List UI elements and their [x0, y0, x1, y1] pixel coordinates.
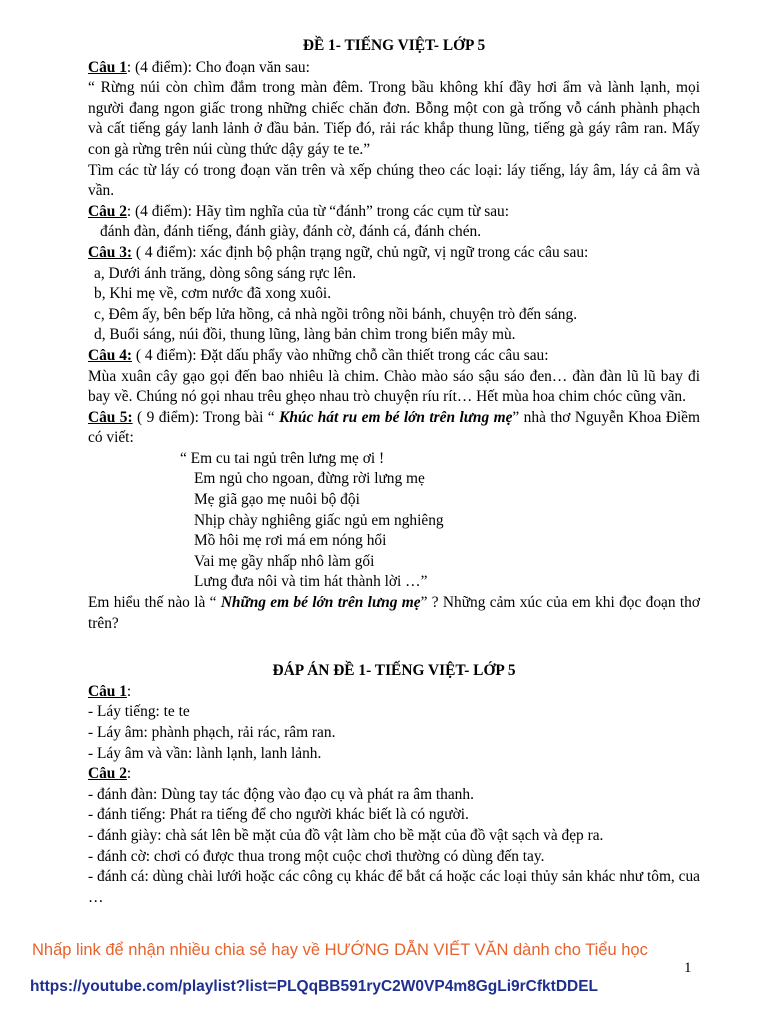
question-5-header — [88, 408, 700, 449]
poem-line: Nhịp chày nghiêng giấc ngủ em nghiêng — [194, 511, 444, 529]
poem-line: “ Em cu tai ngủ trên lưng mẹ ơi ! — [180, 449, 385, 467]
question-4-intro: ( 4 điểm): Đặt dấu phẩy vào những chỗ cần thiết trong các câu sau: — [132, 346, 549, 364]
answer-2-item: - đánh tiếng: Phát ra tiếng để cho người khác biết là có người. — [88, 806, 469, 824]
answer-1-item: - Láy tiếng: te te — [88, 703, 190, 721]
exam-title: ĐỀ 1- TIẾNG VIỆT- LỚP 5 — [302, 37, 486, 54]
question-5-ask-phrase: Những em bé lớn trên lưng mẹ — [220, 594, 421, 612]
answer-title: ĐÁP ÁN ĐỀ 1- TIẾNG VIỆT- LỚP 5 — [272, 662, 516, 680]
poem-title: Khúc hát ru em bé lớn trên lưng mẹ — [279, 408, 513, 426]
question-5-intro-a: ( 9 điểm): Trong bài “ — [132, 408, 280, 426]
question-5-intro-b: ” nhà thơ Nguyễn Khoa Điềm có viết: — [88, 408, 700, 447]
question-3-intro: ( 4 điểm): xác định bộ phận trạng ngữ, chủ ngữ, vị ngữ trong các câu sau: — [132, 243, 589, 261]
question-1-label: Câu 1 — [88, 58, 127, 76]
answer-2-item: - đánh cờ: chơi có được thua trong một cuộc chơi thường có dùng đến tay. — [88, 847, 545, 865]
answer-2-item: - đánh đàn: Dùng tay tác động vào đạo cụ và phát ra âm thanh. — [88, 785, 474, 803]
answer-1-colon: : — [126, 682, 132, 700]
question-3-header — [88, 243, 700, 264]
question-3-item-a: a, Dưới ánh trăng, dòng sông sáng rực lên. — [94, 264, 357, 282]
question-3-label: Câu 3: — [88, 243, 133, 261]
question-5-ask-b: ” ? Những cảm xúc của em khi đọc đoạn thơ trên? — [88, 594, 700, 632]
answer-2-colon: : — [126, 765, 132, 783]
answer-2-label: Câu 2 — [88, 765, 127, 783]
poem-line: Mồ hôi mẹ rơi má em nóng hổi — [194, 532, 387, 550]
answer-1-item: - Láy âm và vần: lành lạnh, lanh lảnh. — [88, 744, 322, 762]
question-5-label: Câu 5: — [88, 408, 133, 426]
answer-2-item: - đánh giày: chà sát lên bề mặt của đồ vật làm cho bề mặt của đồ vật sạch và đẹp ra. — [88, 826, 604, 844]
question-5-ask-a: Em hiểu thế nào là “ — [88, 594, 221, 612]
poem-line: Mẹ giã gạo mẹ nuôi bộ đội — [194, 491, 360, 509]
poem-excerpt — [88, 449, 700, 593]
question-2-intro: : (4 điểm): Hãy tìm nghĩa của từ “đánh” trong các cụm từ sau: — [126, 202, 510, 220]
question-1-task: Tìm các từ láy có trong đoạn văn trên và xếp chúng theo các loại: láy tiếng, láy âm, láy cả âm và vần. — [88, 161, 700, 200]
question-3-item-b: b, Khi mẹ về, cơm nước đã xong xuôi. — [94, 285, 332, 303]
question-1-header — [88, 58, 700, 79]
exam-content — [88, 36, 700, 908]
question-2-header — [88, 202, 700, 223]
poem-line: Em ngủ cho ngoan, đừng rời lưng mẹ — [194, 470, 425, 488]
question-2-items: đánh đàn, đánh tiếng, đánh giày, đánh cờ, đánh cá, đánh chén. — [100, 223, 482, 241]
question-4-header — [88, 346, 700, 367]
question-2-label: Câu 2 — [88, 202, 127, 220]
question-4-label: Câu 4: — [88, 346, 133, 364]
promo-link-text[interactable]: Nhấp link để nhận nhiều chia sẻ hay về HƯỚNG DẪN VIẾT VĂN dành cho Tiểu học — [32, 941, 648, 959]
playlist-url-link[interactable]: https://youtube.com/playlist?list=PLQqBB591ryC2W0VP4m8GgLi9rCfktDDEL — [30, 978, 599, 995]
answer-2-item: - đánh cá: dùng chài lưới hoặc các công cụ khác để bắt cá hoặc các loại thủy sản khác như tôm, cua … — [88, 868, 700, 906]
answer-1-label: Câu 1 — [88, 682, 127, 700]
page-number: 1 — [684, 960, 692, 976]
poem-line: Vai mẹ gầy nhấp nhô làm gối — [194, 552, 375, 570]
answer-1-header — [88, 682, 700, 703]
answer-2-header — [88, 764, 700, 785]
question-3-item-d: d, Buổi sáng, núi đồi, thung lũng, làng bản chìm trong biển mây mù. — [94, 326, 516, 344]
poem-line: Lưng đưa nôi và tim hát thành lời …” — [194, 573, 428, 591]
question-5-ask — [88, 593, 700, 634]
question-1-passage: “ Rừng núi còn chìm đắm trong màn đêm. Trong bầu không khí đầy hơi ẩm và lành lạnh, mọi người đang ngon giấc trong những chiếc chăn đơn. Bỗng một con gà trống vỗ cánh phành phạch và cất tiếng gáy lanh lảnh ở đầu bản. Tiếp đó, rải rác khắp thung lũng, tiếng gà gáy râm ran. Mấy con gà rừng trên núi cùng thức dậy gáy te te.” — [88, 79, 700, 158]
answer-1-item: - Láy âm: phành phạch, rải rác, râm ran. — [88, 724, 336, 741]
question-3-item-c: c, Đêm ấy, bên bếp lửa hồng, cả nhà ngồi trông nồi bánh, chuyện trò đến sáng. — [94, 305, 578, 323]
question-1-intro: : (4 điểm): Cho đoạn văn sau: — [126, 58, 310, 76]
question-4-passage: Mùa xuân cây gạo gọi đến bao nhiêu là chim. Chào mào sáo sậu sáo đen… đàn đàn lũ lũ bay đi bay về. Chúng nó gọi nhau trêu ghẹo nhau trò chuyện ríu rít… Hết mùa hoa chim chóc cũng vãn. — [88, 367, 700, 406]
